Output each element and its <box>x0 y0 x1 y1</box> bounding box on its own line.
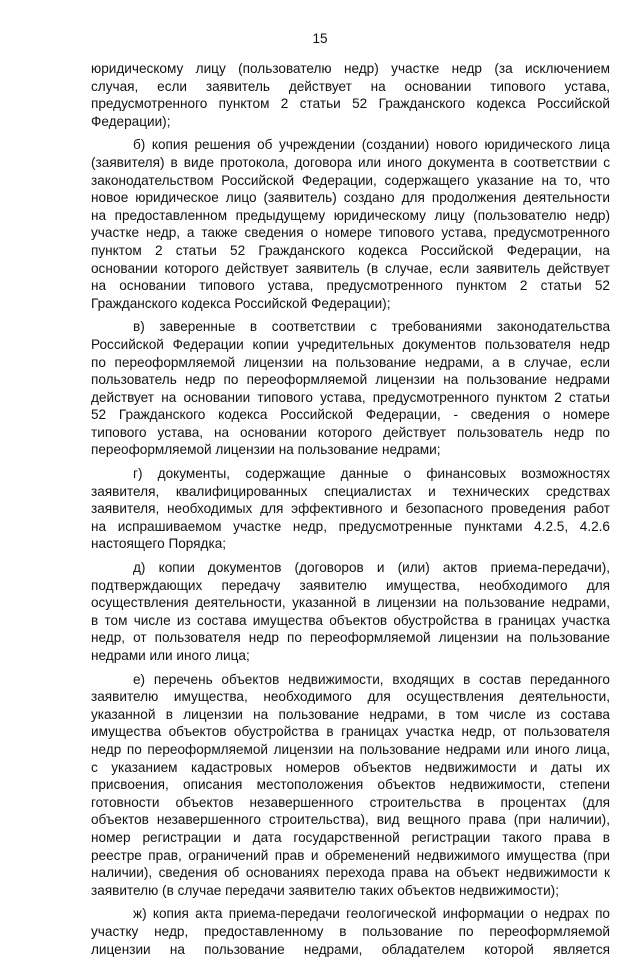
text-line: д) копии документов (договоров и (или) актов приема-передачи), <box>133 560 610 576</box>
paragraph-d <box>91 559 610 665</box>
paragraph-cont <box>91 60 610 130</box>
text-line: действует на основании типового устава, предусмотренного пунктом 2 статьи <box>91 389 610 405</box>
text-line: наличии), сведения об основаниях перехода права на объект недвижимости к <box>91 865 610 881</box>
text-line: указанной в лицензии на пользование недрами, в том числе из состава <box>91 706 610 722</box>
text-line: объектов незавершенного строительства), вид вещного права (при наличии), <box>91 812 610 828</box>
text-line: заявителя, квалифицированных специалистах и технических средствах <box>91 483 610 499</box>
paragraph-zh <box>91 905 610 958</box>
text-line: недр, от пользователя недр по переоформляемой лицензии на пользование <box>91 630 610 646</box>
text-line: г) документы, содержащие данные о финансовых возможностях <box>133 466 610 482</box>
text-line: реестре прав, ограничений прав и обременений недвижимого имущества (при <box>91 847 610 863</box>
document-body <box>91 60 610 964</box>
text-line: в том числе из состава имущества объектов обустройства в границах участка <box>91 612 610 628</box>
paragraph-v <box>91 318 610 459</box>
text-line: пунктом 2 статьи 52 Гражданского кодекса Российской Федерации, на <box>91 242 610 258</box>
text-line: предусмотренного пунктом 2 статьи 52 Гражданского кодекса Российской <box>91 96 610 112</box>
text-line: заявителя, необходимых для эффективного и безопасного проведения работ <box>91 501 610 517</box>
text-line: в) заверенные в соответствии с требованиями законодательства <box>133 319 610 335</box>
text-line: типового устава, на основании которого действует пользователь недр по <box>91 424 610 440</box>
text-line: на основании типового устава, предусмотренного пунктом 2 статьи 52 <box>91 278 610 294</box>
text-line: готовности объектов незавершенного строительства в процентах (для <box>91 794 610 810</box>
text-line: б) копия решения об учреждении (создании) нового юридического лица <box>133 137 610 153</box>
paragraph-e <box>91 671 610 900</box>
text-line: новое юридическое лицо (заявитель) создано для продолжения деятельности <box>91 190 610 206</box>
text-line: по переоформляемой лицензии на пользование недрами, а в случае, если <box>91 354 610 370</box>
text-line: номер регистрации и дата государственной регистрации такого права в <box>91 829 610 845</box>
text-line: участке недр, а также сведения о номере типового устава, предусмотренного <box>91 225 610 241</box>
text-line: присвоения, описания местоположения объектов недвижимости, степени <box>91 777 610 793</box>
text-line: настоящего Порядка; <box>91 536 227 552</box>
text-line: недрами или иного лица; <box>91 648 250 663</box>
text-line: пользователь недр по переоформляемой лицензии на пользование недрами <box>91 372 610 388</box>
text-line: 52 Гражданского кодекса Российской Федерации, - сведения о номере <box>91 407 610 423</box>
text-line: заявителю имущества, необходимого для осуществления деятельности, <box>91 689 610 705</box>
text-line: имущества объектов обустройства в границах участка недр, от пользователя <box>91 724 610 740</box>
text-line: основании которого действует заявитель (в случае, если заявитель действует <box>91 260 610 276</box>
text-line: на предоставленном предыдущему юридическому лицу (пользователю недр) <box>91 207 610 223</box>
text-line: переоформляемой лицензии на пользование недрами; <box>91 442 441 458</box>
text-line: недр по переоформляемой лицензии на пользование недрами или иного лица, <box>91 741 610 757</box>
text-line: случая, если заявитель действует на основании типового устава, <box>91 78 610 94</box>
text-line: юридическому лицу (пользователю недр) участке недр (за исключением <box>91 61 610 76</box>
text-line: участку недр, предоставленному в пользование по переоформляемой <box>91 923 610 939</box>
text-line: Российской Федерации копии учредительных документов пользователя недр <box>91 336 610 352</box>
text-line: заявителю (в случае передачи заявителю таких объектов недвижимости); <box>91 882 559 898</box>
paragraph-g <box>91 465 610 553</box>
text-line: Федерации); <box>91 113 171 129</box>
text-line: осуществления деятельности, указанной в лицензии на пользование недрами, <box>91 595 610 611</box>
text-line: на испрашиваемом участке недр, предусмотренные пунктами 4.2.5, 4.2.6 <box>91 518 610 534</box>
text-line: законодательством Российской Федерации, содержащего указание на то, что <box>91 172 610 188</box>
text-line: ж) копия акта приема-передачи геологической информации о недрах по <box>133 906 610 922</box>
paragraph-b <box>91 136 610 312</box>
text-line: с указанием кадастровых номеров объектов недвижимости и даты их <box>91 759 610 775</box>
text-line: подтверждающих передачу заявителю имущества, необходимого для <box>91 577 610 593</box>
text-line: Гражданского кодекса Российской Федерации); <box>91 295 391 311</box>
text-line: лицензии на пользование недрами, обладателем которой является <box>91 941 610 957</box>
text-line: (заявителя) в виде протокола, договора или иного документа в соответствии с <box>91 154 610 170</box>
page-number: 15 <box>312 31 328 46</box>
text-line: е) перечень объектов недвижимости, входящих в состав переданного <box>133 671 610 687</box>
